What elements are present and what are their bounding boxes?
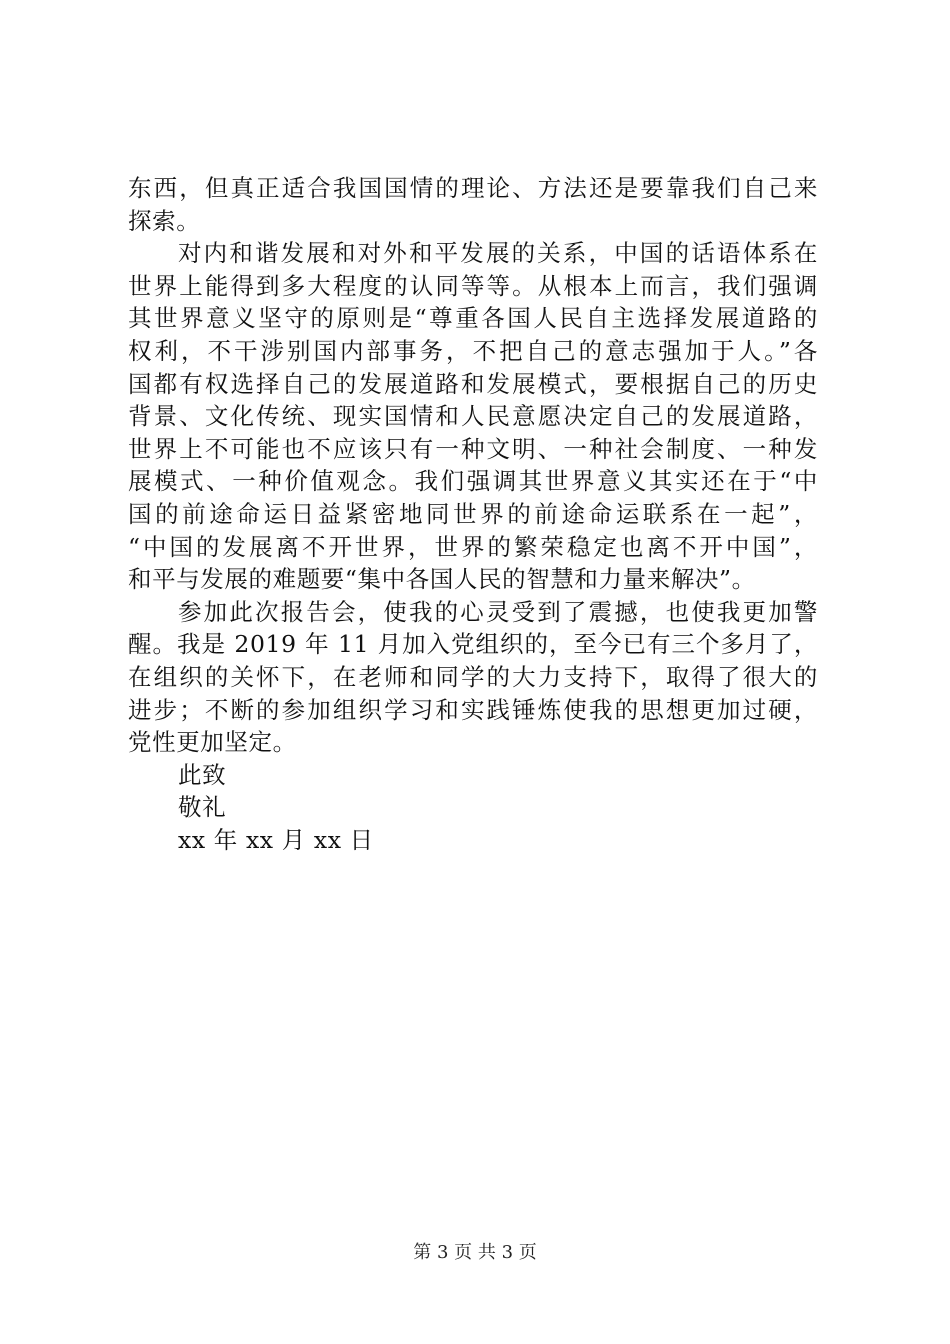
text-line: 背景、文化传统、现实国情和人民意愿决定自己的发展道路，	[128, 402, 818, 431]
text-line: “中国的发展离不开世界，世界的繁荣稳定也离不开中国”，	[128, 532, 818, 561]
paragraph-start-line: 参加此次报告会，使我的心灵受到了震撼，也使我更加警	[178, 597, 818, 626]
paragraph-start-line: 对内和谐发展和对外和平发展的关系，中国的话语体系在	[178, 239, 818, 268]
text-line: 世界上不可能也不应该只有一种文明、一种社会制度、一种发	[128, 434, 818, 463]
text-line: 探索。	[128, 206, 201, 235]
text-line: 世界上能得到多大程度的认同等等。从根本上而言，我们强调	[128, 271, 818, 300]
text-line: 党性更加坚定。	[128, 728, 297, 757]
letter-body	[128, 172, 818, 856]
page-footer	[0, 1241, 950, 1265]
text-line: 和平与发展的难题要“集中各国人民的智慧和力量来解决”。	[128, 565, 756, 594]
text-line: 在组织的关怀下，在老师和同学的大力支持下，取得了很大的	[128, 662, 818, 691]
text-line: 国的前途命运日益紧密地同世界的前途命运联系在一起”，	[128, 499, 818, 528]
text-line: 醒。我是 2019 年 11 月加入党组织的，至今已有三个多月了，	[128, 630, 818, 659]
text-line: 其世界意义坚守的原则是“尊重各国人民自主选择发展道路的	[128, 304, 818, 333]
text-line: 进步；不断的参加组织学习和实践锤炼使我的思想更加过硬，	[128, 695, 818, 724]
text-line: 展模式、一种价值观念。我们强调其世界意义其实还在于“中	[128, 467, 818, 496]
page-number-label: 第 3 页 共 3 页	[413, 1242, 537, 1263]
text-line: 东西，但真正适合我国国情的理论、方法还是要靠我们自己来	[128, 174, 818, 202]
text-line: 国都有权选择自己的发展道路和发展模式，要根据自己的历史	[128, 369, 818, 398]
closing-salutation: 此致	[178, 760, 227, 789]
date-line: xx 年 xx 月 xx 日	[178, 825, 374, 854]
closing-regards: 敬礼	[178, 793, 227, 822]
text-line: 权利，不干涉别国内部事务，不把自己的意志强加于人。”各	[128, 336, 818, 365]
